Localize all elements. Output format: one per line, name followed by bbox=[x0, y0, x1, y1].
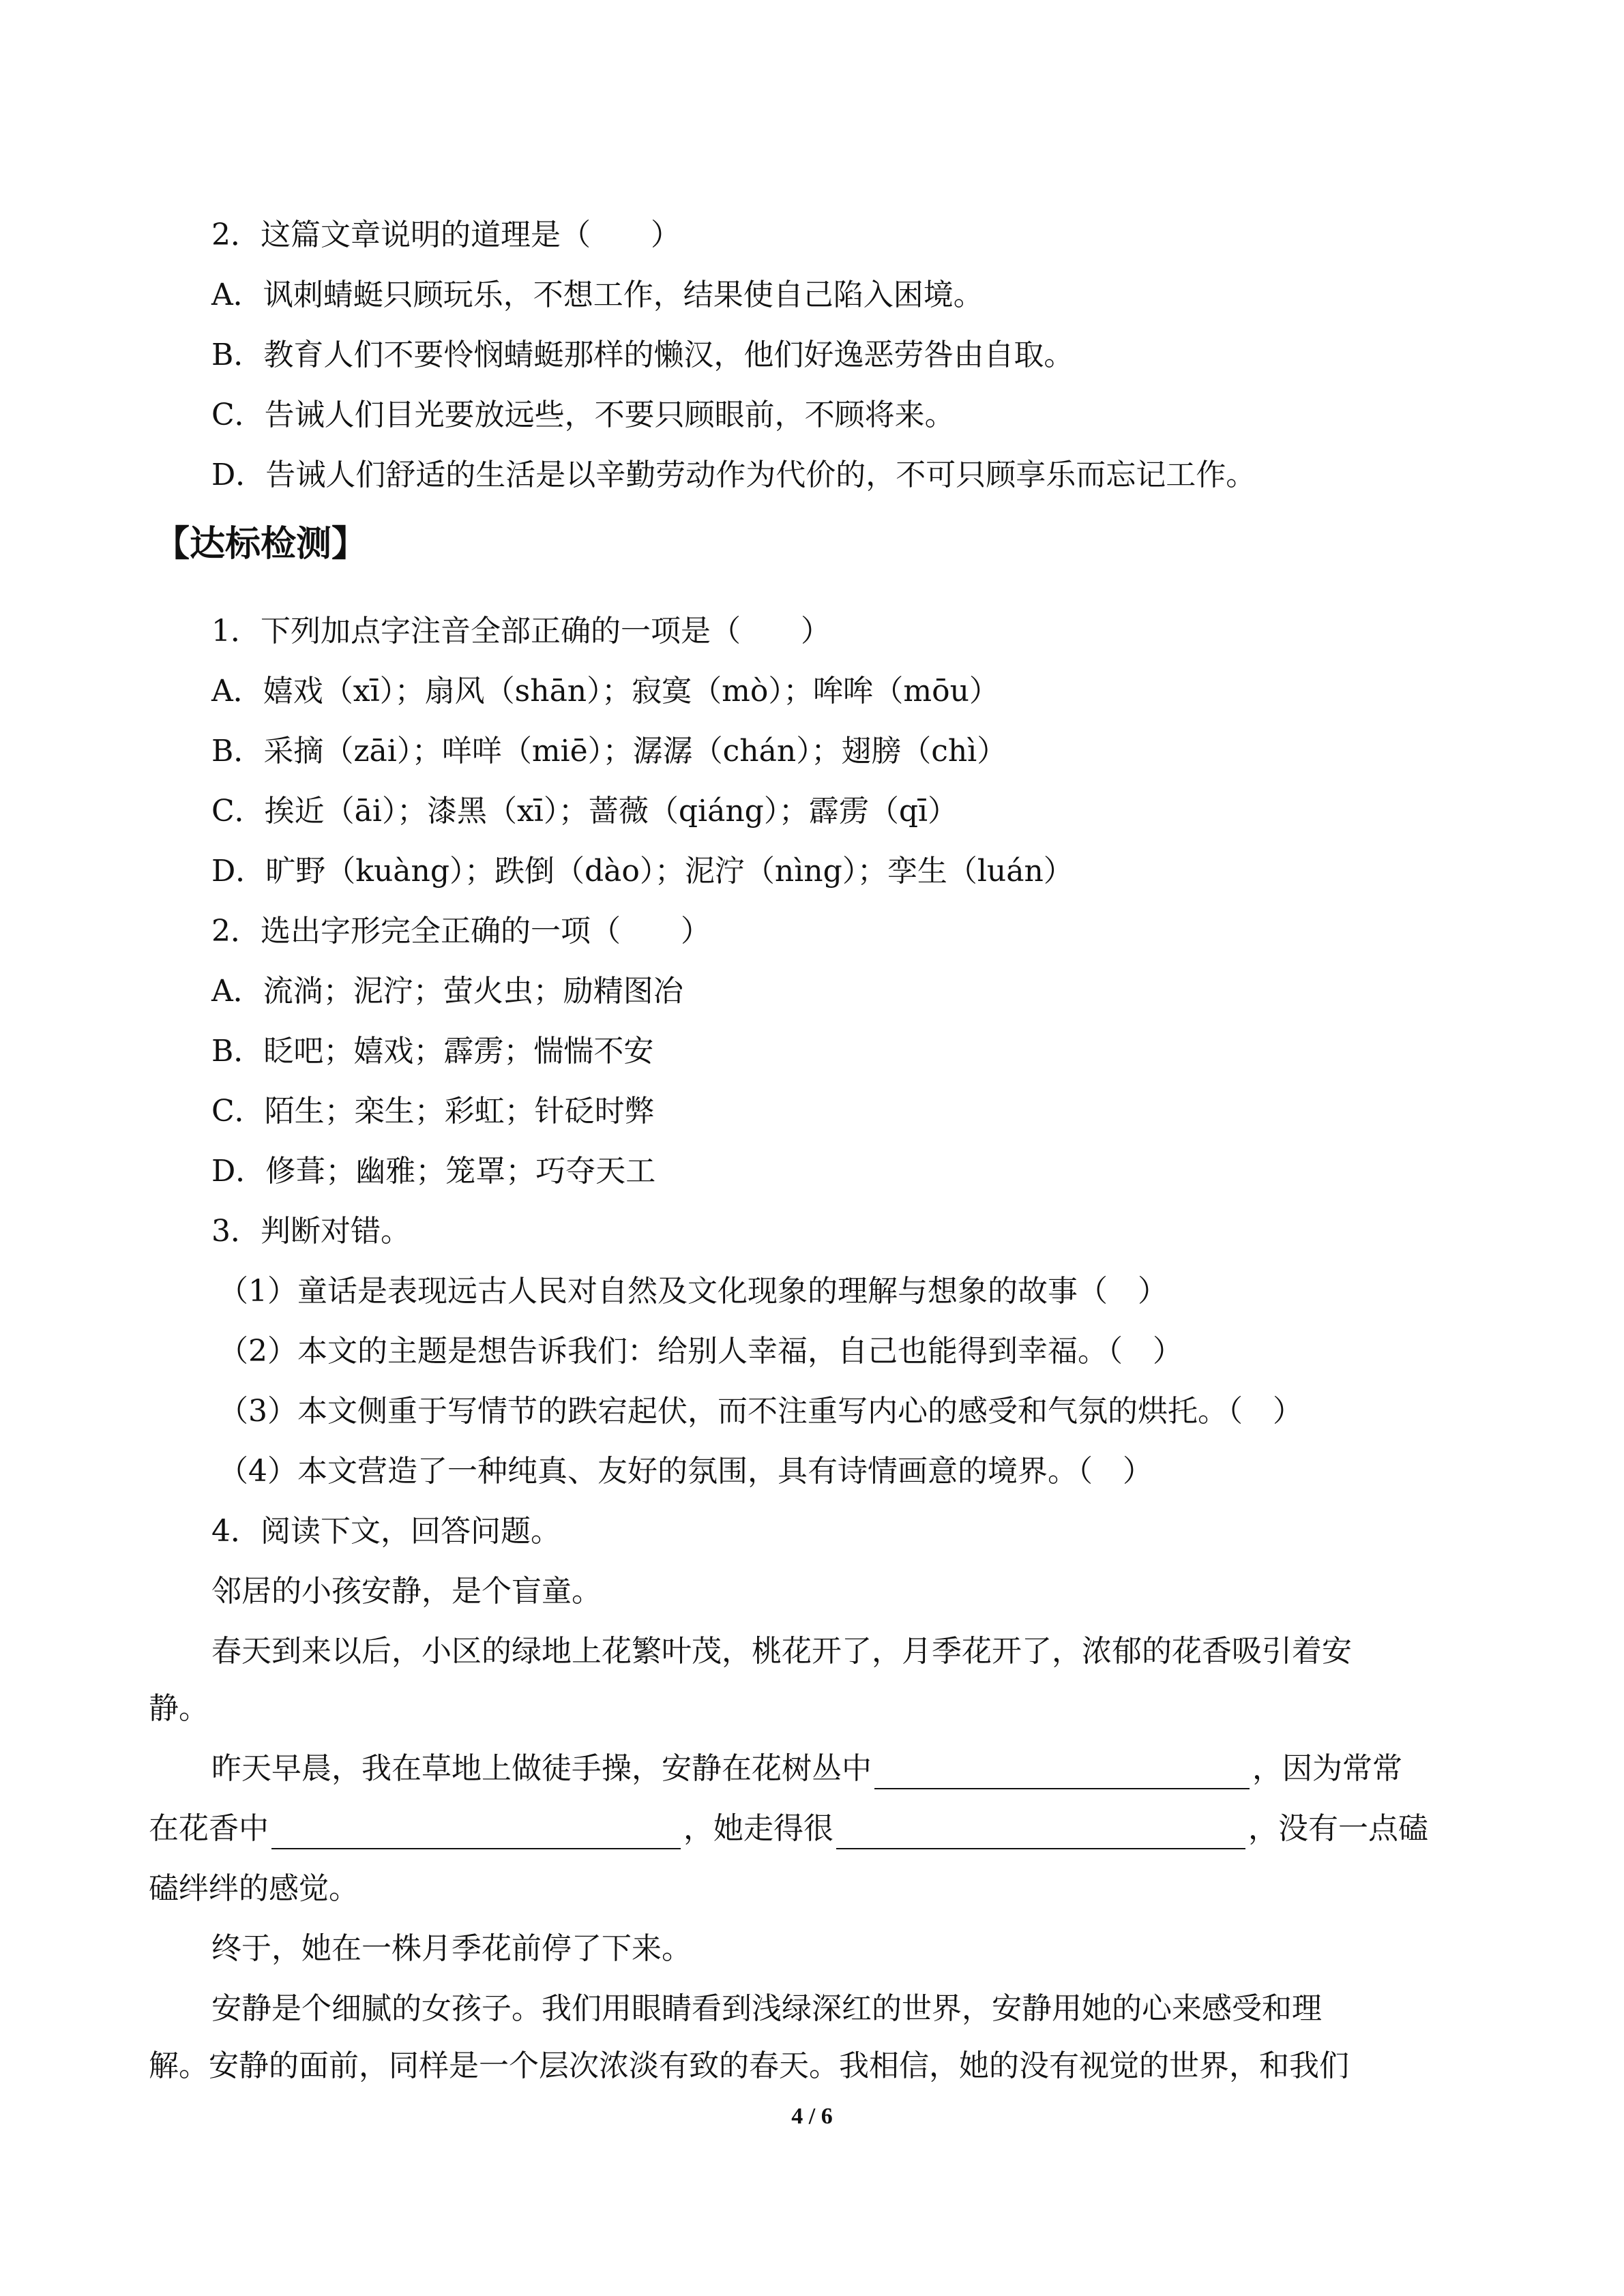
passage-line: 解。安静的面前，同样是一个层次浓淡有致的春天。我相信，她的没有视觉的世界，和我们 bbox=[149, 2048, 1349, 2083]
option-b: B．教育人们不要怜悯蜻蜓那样的懒汉，他们好逸恶劳咎由自取。 bbox=[211, 338, 1074, 372]
passage-paragraph: 安静是个细腻的女孩子。我们用眼睛看到浅绿深红的世界，安静用她的心来感受和理 bbox=[211, 1991, 1322, 2026]
option-c: C．挨近（āi）；漆黑（xī）；蔷薇（qiáng）；霹雳（qī） bbox=[211, 794, 958, 829]
passage-line: 静。 bbox=[149, 1691, 209, 1726]
passage-paragraph: 春天到来以后，小区的绿地上花繁叶茂，桃花开了，月季花开了，浓郁的花香吸引着安 bbox=[211, 1634, 1352, 1669]
option-c: C．告诫人们目光要放远些，不要只顾眼前，不顾将来。 bbox=[211, 398, 955, 432]
option-d: D．告诫人们舒适的生活是以辛勤劳动作为代价的，不可只顾享乐而忘记工作。 bbox=[211, 458, 1256, 492]
question-stem: 4．阅读下文，回答问题。 bbox=[211, 1514, 561, 1549]
passage-line: 磕绊绊的感觉。 bbox=[149, 1871, 359, 1906]
question-stem: 3．判断对错。 bbox=[211, 1214, 411, 1249]
option-a: A．讽刺蜻蜓只顾玩乐，不想工作，结果使自己陷入困境。 bbox=[211, 278, 984, 312]
option-a: A．嬉戏（xī）；扇风（shān）；寂寞（mò）；哞哞（mōu） bbox=[211, 674, 999, 709]
fill-blank[interactable] bbox=[836, 1815, 1245, 1849]
fill-blank[interactable] bbox=[271, 1815, 681, 1849]
judgement-item: （3）本文侧重于写情节的跌宕起伏，而不注重写内心的感受和气氛的烘托。（ ） bbox=[218, 1394, 1303, 1429]
passage-text: ，因为常常 bbox=[1252, 1751, 1402, 1786]
option-b: B．采摘（zāi）；咩咩（miē）；潺潺（chán）；翅膀（chì） bbox=[211, 734, 1007, 769]
passage-text: ，没有一点磕 bbox=[1248, 1811, 1428, 1846]
judgement-item: （1）童话是表现远古人民对自然及文化现象的理解与想象的故事（ ） bbox=[218, 1274, 1168, 1309]
passage-paragraph: 邻居的小孩安静，是个盲童。 bbox=[211, 1574, 602, 1609]
question-stem: 2．这篇文章说明的道理是（ ） bbox=[211, 218, 681, 252]
option-a: A．流淌；泥泞；萤火虫；励精图冶 bbox=[211, 974, 683, 1009]
passage-line bbox=[149, 1808, 1428, 1849]
option-d: D．修葺；幽雅；笼罩；巧夺天工 bbox=[211, 1154, 656, 1189]
fill-blank[interactable] bbox=[874, 1755, 1250, 1789]
judgement-item: （4）本文营造了一种纯真、友好的氛围，具有诗情画意的境界。（ ） bbox=[218, 1454, 1153, 1489]
question-stem: 2．选出字形完全正确的一项（ ） bbox=[211, 914, 711, 949]
page-number: 4 / 6 bbox=[791, 2104, 833, 2129]
passage-text: 昨天早晨，我在草地上做徒手操，安静在花树丛中 bbox=[211, 1751, 872, 1786]
question-stem: 1．下列加点字注音全部正确的一项是（ ） bbox=[211, 614, 831, 648]
section-heading: 【达标检测】 bbox=[154, 524, 368, 565]
passage-text: 在花香中 bbox=[149, 1811, 269, 1846]
passage-paragraph: 终于，她在一株月季花前停了下来。 bbox=[211, 1931, 692, 1966]
passage-text: ，她走得很 bbox=[683, 1811, 833, 1846]
option-c: C．陌生；栾生；彩虹；针砭时弊 bbox=[211, 1094, 655, 1129]
option-b: B．眨吧；嬉戏；霹雳；惴惴不安 bbox=[211, 1034, 654, 1069]
passage-paragraph bbox=[211, 1748, 1402, 1789]
judgement-item: （2）本文的主题是想告诉我们：给别人幸福，自己也能得到幸福。（ ） bbox=[218, 1334, 1183, 1369]
option-d: D．旷野（kuàng）；跌倒（dào）；泥泞（nìng）；孪生（luán） bbox=[211, 854, 1074, 889]
